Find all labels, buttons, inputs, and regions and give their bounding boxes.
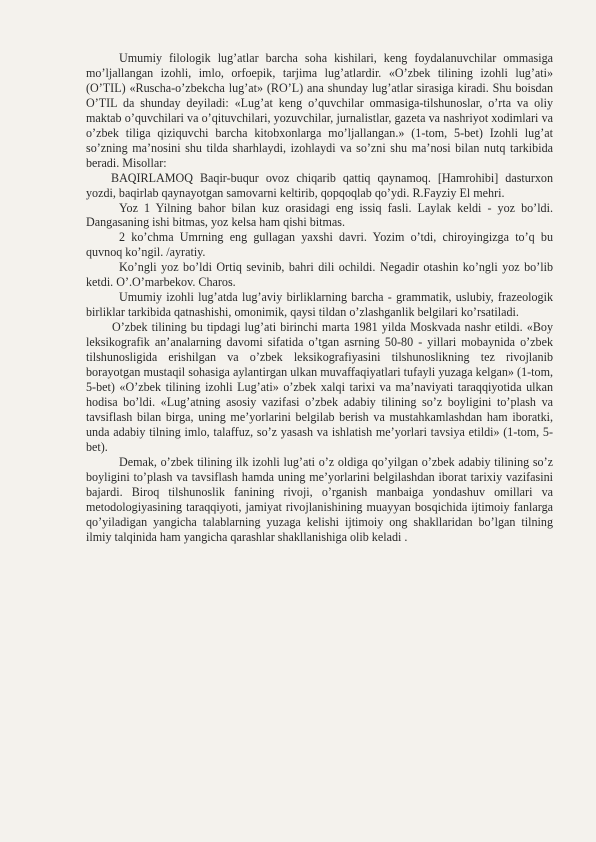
paragraph-example-kongli-yoz: Ko’ngli yoz bo’ldi Ortiq sevinib, bahri dili ochildi. Negadir otashin ko’ngli yoz bo’lib ketdi. O’.O’marbekov. Charos. — [86, 260, 553, 290]
document-body — [86, 51, 553, 544]
paragraph-intro: Umumiy filologik lug’atlar barcha soha kishilari, keng foydalanuvchilar ommasiga mo’ljallangan izohli, imlo, orfoepik, tarjima lug’atlardir. «O’zbek tilining izohli lug’ati» (O’TIL) «Ruscha-o’zbekcha lug’at» (RO’L) ana shunday lug’atlar sirasiga kiradi. Shu boisdan O’TIL da shunday deyiladi: «Lug’at keng o’quvchilar ommasiga-tilshunoslar, o’rta va oliy maktab o’quvchilari va o’qituvchilari, yozuvchilar, jurnalistlar, gazeta va nashriyot xodimlari va o’zbek tiliga qiziquvchi barcha kitobxonlarga mo’ljallangan.» (1-tom, 5-bet) Izohli lug’at so’zning ma’nosini shu tilda sharhlaydi, izohlaydi va so’zni shu ma’nosi bilan nutq tarkibida beradi. Misollar: — [86, 51, 553, 170]
paragraph-umumiy-izohli: Umumiy izohli lug’atda lug’aviy birliklarning barcha - grammatik, uslubiy, frazeologik birliklar tarkibida qatnashishi, omonimik, qaysi tildan o’zlashganlik belgilari ko’rsatiladi. — [86, 290, 553, 320]
paragraph-example-yoz-2: 2 ko’chma Umrning eng gullagan yaxshi davri. Yozim o’tdi, chiroyingizga to’q bu quvnoq ko’ngil. /ayratiy. — [86, 230, 553, 260]
paragraph-example-baqirlamoq: BAQIRLAMOQ Baqir-buqur ovoz chiqarib qattiq qaynamoq. [Hamrohibi] dasturxon yozdi, baqirlab qaynayotgan samovarni keltirib, qopqoqlab qo’ydi. R.Fayziy El mehri. — [86, 170, 553, 200]
paragraph-example-yoz-1: Yoz 1 Yilning bahor bilan kuz orasidagi eng issiq fasli. Laylak keldi - yoz bo’ldi. Dangasaning ishi bitmas, yoz kelsa ham qishi bitmas. — [86, 200, 553, 230]
paragraph-conclusion: Demak, o’zbek tilining ilk izohli lug’ati o’z oldiga qo’yilgan o’zbek adabiy tilining so’z boyligini to’plash va tavsiflash hamda uning me’yorlarini belgilashdan iborat tarixiy vazifasini bajardi. Biroq tilshunoslik fanining rivoji, o’rganish manbaiga yondashuv omillari va metodologiyasining taraqqiyoti, jamiyat rivojlanishining muayyan bosqichida ijtimoiy fanlarga qo’yiladigan yangicha talablarning yuzaga kelishi ijtimoiy ong shakllaridan bo’lgan tilning ilmiy talqinida ham yangicha qarashlar shakllanishiga olib keladi . — [86, 454, 553, 544]
paragraph-history: O’zbek tilining bu tipdagi lug’ati birinchi marta 1981 yilda Moskvada nashr etildi. «Boy leksikografik an’analarning davomi sifatida o’tgan asrning 50-80 - yillari mobaynida o’zbek tilshunosligida erishilgan va o’zbek leksikografiyasini tilshunoslikning tez rivojlanib borayotgan mustaqil sohasiga aylantirgan ulkan muvaffaqiyatlari tufayli yuzaga kelgan» (1-tom, 5-bet) «O’zbek tilining izohli Lug’ati» o’zbek xalqi tarixi va ma’naviyati taraqqiyotida ulkan hodisa bo’ldi. «Lug’atning asosiy vazifasi o’zbek adabiy tilining so’z boyligini to’plash va tavsiflash bilan birga, uning me’yorlarini belgilab berish va mustahkamlashdan ham iboratki, unda adabiy tilning imlo, talaffuz, so’z yasash va ishlatish me’yorlari tavsiya etildi» (1-tom, 5-bet). — [86, 320, 553, 454]
